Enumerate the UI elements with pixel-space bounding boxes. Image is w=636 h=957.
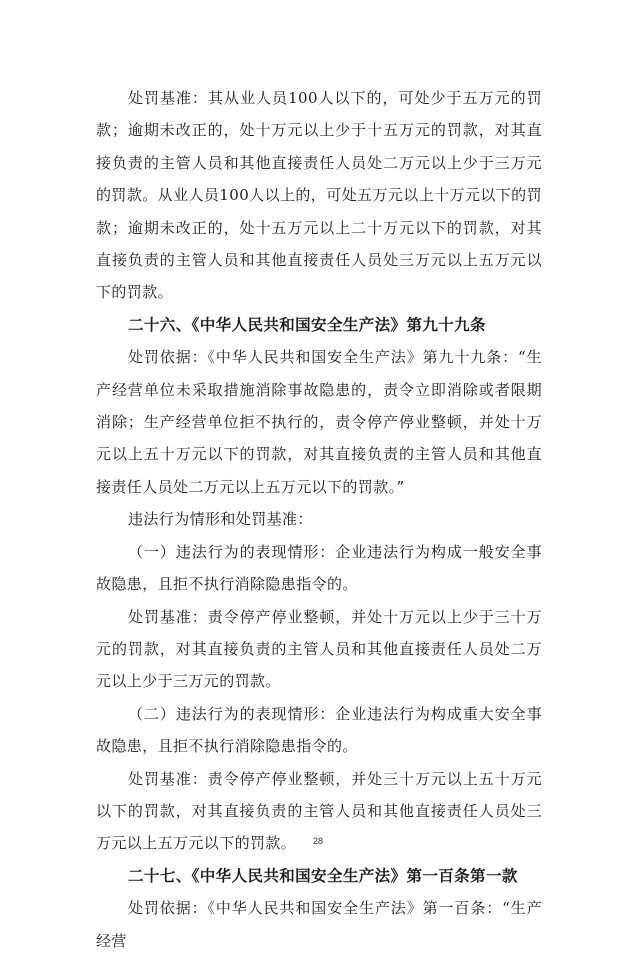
penalty-standard-case-1: 处罚基准：责令停产停业整顿，并处十万元以上少于三十万元的罚款，对其直接负责的主管人员和其他直接责任人员处二万元以上少于三万元的罚款。 <box>96 607 542 691</box>
penalty-standard-case-2: 处罚基准：责令停产停业整顿，并处三十万元以上五十万元以下的罚款，对其直接负责的主管人员和其他直接责任人员处三万元以上五万元以下的罚款。 <box>96 769 542 853</box>
violation-case-2: （二）违法行为的表现情形：企业违法行为构成重大安全事故隐患，且拒不执行消除隐患指令的。 <box>96 704 542 756</box>
violation-case-1: （一）违法行为的表现情形：企业违法行为构成一般安全事故隐患，且拒不执行消除隐患指令的。 <box>96 542 542 594</box>
violation-circumstances-label: 违法行为情形和处罚基准： <box>128 510 313 529</box>
document-body <box>96 82 542 957</box>
penalty-basis-paragraph: 处罚依据：《中华人民共和国安全生产法》第九十九条：“生产经营单位未采取措施消除事故隐患的，责令立即消除或者限期消除；生产经营单位拒不执行的，责令停产停业整顿，并处十万元以上五十万元以下的罚款，对其直接负责的主管人员和其他直接责任人员处二万元以上五万元以下的罚款。” <box>96 348 542 496</box>
section-heading-27: 二十七、《中华人民共和国安全生产法》第一百条第一款 <box>128 866 518 885</box>
penalty-standard-paragraph: 处罚基准：其从业人员100人以下的，可处少于五万元的罚款；逾期未改正的，处十万元以上少于十五万元的罚款，对其直接负责的主管人员和其他直接责任人员处二万元以上少于三万元的罚款。从业人员100人以上的，可处五万元以上十万元以下的罚款；逾期未改正的，处十五万元以上二十万元以下的罚款，对其直接负责的主管人员和其他直接责任人员处三万元以上五万元以下的罚款。 <box>96 89 542 302</box>
section-heading-26: 二十六、《中华人民共和国安全生产法》第九十九条 <box>128 315 486 334</box>
page-number: 28 <box>312 836 323 846</box>
penalty-basis-paragraph-27: 处罚依据：《中华人民共和国安全生产法》第一百条：“生产经营 <box>96 899 542 950</box>
